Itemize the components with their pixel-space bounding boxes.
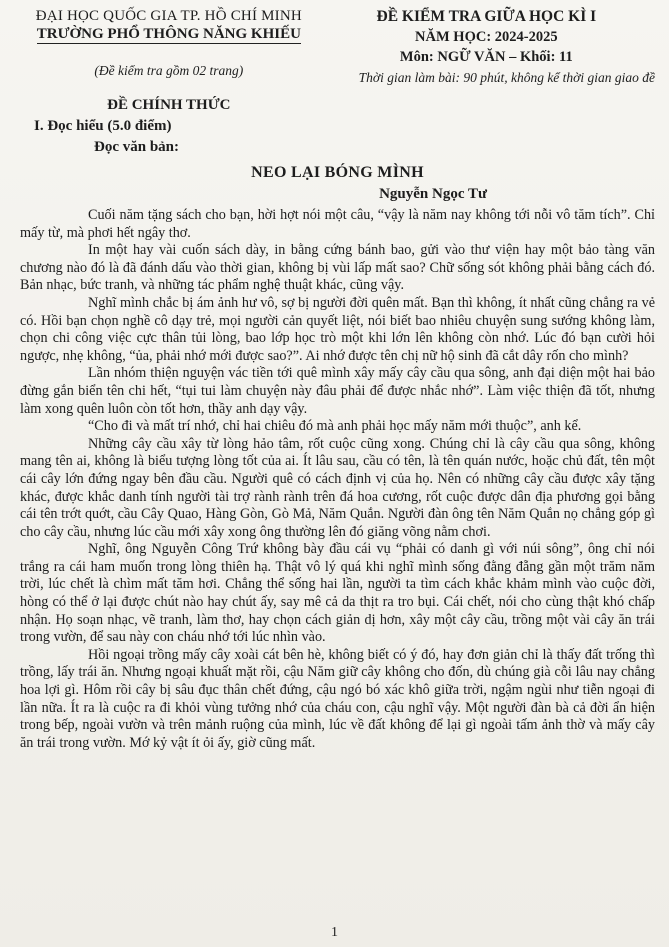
school-name xyxy=(20,26,318,43)
subject-line: Môn: NGỮ VĂN – Khối: 11 xyxy=(399,49,573,65)
paragraph: Nghĩ mình chắc bị ám ảnh hư vô, sợ bị người đời quên mất. Bạn thì không, ít nhất cũng chẳng ra vẻ có. Hồi bạn chọn nghề cô dạy trẻ, mọi người cản quyết liệt, nói biết bao nhiêu chuyện sung sướng không làm, chọn chi công việc cực thân tủi lòng, bao lớp học trò một khi lớn lên không còn nhớ. Lúc đó bạn cười hỏi ngược, nhẹ không, “ủa, phải nhớ mới được sao?”. Ai nhớ được tên chị nữ hộ sinh đã cắt dây rốn cho mình? xyxy=(20,294,655,364)
document-header xyxy=(20,6,655,114)
paragraph: “Cho đi và mất trí nhớ, chỉ hai chiêu đó mà anh phải học mấy năm mới thuộc”, anh kể. xyxy=(88,418,582,435)
paragraph: Hồi ngoại trồng mấy cây xoài cát bên hè, không biết có ý đó, hay đơn giản chỉ là thấy đất trống thì trồng, lấy trái ăn. Nhưng ngoại khuất mặt rồi, cậu Năm giữ cây không cho đốn, dù chúng già cỗi lâu nay chẳng hoa lợi gì. Hôm rồi cây bị sâu đục thân chết đứng, cậu ngó bó xác khô giữa trời, ngậm ngùi như tiễn ngoại đi lần nữa. Ít ra là cuộc ra đi khỏi vùng tưởng nhớ của cháu con, cậu nghĩ vậy. Một người đàn bà cả đời ẩn hiện trong bếp, ngoài vườn và trên mảnh ruộng của mình, lúc về đất không để lại gì ngoài tấm ảnh thờ và mấy cây ăn trái trong vườn. Mớ kỷ vật ít ỏi ấy, giờ cũng mất. xyxy=(20,646,655,751)
section-heading: I. Đọc hiểu (5.0 điểm) xyxy=(34,118,172,134)
paragraph: In một hay vài cuốn sách dày, in bằng cứng bánh bao, gửi vào thư viện hay một bảo tàng văn chương nào đó là đã đánh dấu vào thời gian, không bị vùi lấp mất sao? Chữ sống sót không phải bằng cách đó. Bản nhạc, bức tranh, và những tác phẩm nghệ thuật khác, cũng vậy. xyxy=(20,242,655,294)
exam-title: ĐỀ KIỂM TRA GIỮA HỌC KÌ I xyxy=(376,8,597,25)
header-left xyxy=(20,6,318,114)
header-right xyxy=(318,6,655,114)
text-author: Nguyễn Ngọc Tư xyxy=(379,186,487,202)
university-name: ĐẠI HỌC QUỐC GIA TP. HỒ CHÍ MINH xyxy=(35,8,302,24)
time-line: Thời gian làm bài: 90 phút, không kể thời gian giao đề xyxy=(358,70,655,85)
pages-note: (Đề kiểm tra gồm 02 trang) xyxy=(94,63,244,78)
reading-text xyxy=(20,207,655,752)
paragraph: Nghĩ, ông Nguyễn Công Trứ không bày đầu cái vụ “phải có danh gì với núi sông”, ông chỉ nói trắng ra cái ham muốn trong lòng thiên hạ. Thật vô lý quá khi nghĩ mình sống đằng đẵng gần một trăm năm trời, lúc chết là chìm mất tăm hơi. Chẳng thể sống hai lần, người ta tìm cách khắc khảm mình vào cuộc đời, hòng có thể ở lại được chút nào hay chút ấy, say mê cả da thịt ra tro bụi. Cái chết, nói cho cùng thật khó chấp nhận. Họ soạn nhạc, vẽ tranh, làm thơ, hay chọn cách giản dị hơn, xây một cây cầu, trồng một vài cây ăn trái trong vườn, để sau này con cháu nhớ tới lúc nhìn vào. xyxy=(20,541,655,646)
text-title: NEO LẠI BÓNG MÌNH xyxy=(251,164,424,181)
school-name-text: TRƯỜNG PHỔ THÔNG NĂNG KHIẾU xyxy=(36,26,301,42)
paragraph: Những cây cầu xây từ lòng hảo tâm, rốt cuộc cũng xong. Chúng chỉ là cây cầu qua sông, không mang tên ai, không là biểu tượng lòng tốt của ai. Ít lâu sau, cầu có tên, là tên quán nước, hoặc chủ đất, tên một cái cây lớn đứng ngay bên đầu cầu. Người quê có cách định vị của họ. Nên có những cây cầu được xây tặng khác, được khắc danh tính người tài trợ rành rành trên đá hoa cương, rốt cuộc được dân địa phương gọi bằng cái tên trớt quớt, cầu Cây Quao, Hàng Gòn, Gò Mả, Năm Quắn. Người đàn ông tên Năm Quắn nọ chẳng góp gì cho cây cầu, nhưng lúc cầu mới xây xong ông thường lên đó giăng võng nằm chơi. xyxy=(20,435,655,540)
page-number: 1 xyxy=(331,925,338,940)
school-year: NĂM HỌC: 2024-2025 xyxy=(415,29,558,45)
paragraph: Lần nhóm thiện nguyện vác tiền tới quê mình xây mấy cây cầu qua sông, anh đại diện một hai bảo đừng gắn biển tên chi hết, “tụi tui làm chuyện này đâu phải để được nhắc nhớ”. Làm việc thiện đã tốt, nhưng làm xong quên luôn còn tốt hơn, thầy anh dạy vậy. xyxy=(20,365,655,417)
paragraph: Cuối năm tặng sách cho bạn, hời hợt nói một câu, “vậy là năm nay không tới nỗi vô tăm tích”. Chỉ mấy từ, mà phơi hết ngây thơ. xyxy=(20,207,655,241)
sub-heading: Đọc văn bản: xyxy=(94,139,180,155)
official-label: ĐỀ CHÍNH THỨC xyxy=(107,97,231,113)
